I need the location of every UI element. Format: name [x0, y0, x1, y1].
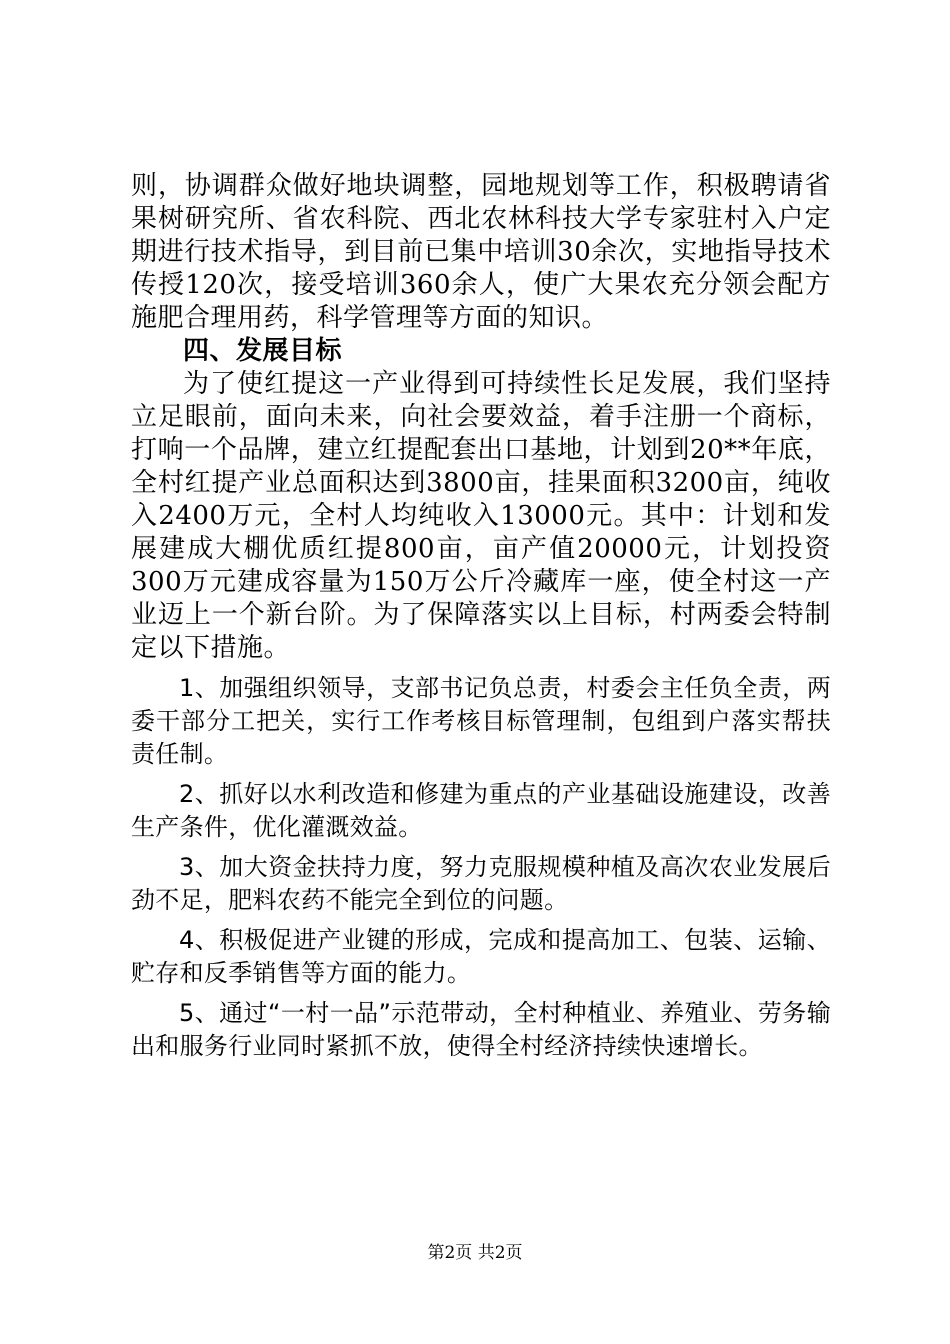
goal-paragraph: 为了使红提这一产业得到可持续性长足发展，我们坚持立足眼前，面向未来，向社会要效益，着手注册一个商标，打响一个品牌，建立红提配套出口基地，计划到20**年底，全村红提产业总面积达到3800亩，挂果面积3200亩，纯收入2400万元，全村人均纯收入13000元。其中：计划和发展建成大棚优质红提800亩，亩产值20000元，计划投资300万元建成容量为150万公斤冷藏库一座，使全村这一产业迈上一个新台阶。为了保障落实以上目标，村两委会特制定以下措施。	[131, 369, 831, 663]
measure-item-4: 4、积极促进产业键的形成，完成和提高加工、包装、运输、贮存和反季销售等方面的能力。	[131, 926, 831, 987]
section-heading: 四、发展目标	[183, 336, 343, 366]
continued-paragraph: 则，协调群众做好地块调整，园地规划等工作，积极聘请省果树研究所、省农科院、西北农林科技大学专家驻村入户定期进行技术指导，到目前已集中培训30余次，实地指导技术传授120次，接受培训360余人，使广大果农充分领会配方施肥合理用药，科学管理等方面的知识。	[131, 171, 831, 333]
measure-item-1: 1、加强组织领导，支部书记负总责，村委会主任负全责，两委干部分工把关，实行工作考核目标管理制，包组到户落实帮扶责任制。	[131, 674, 831, 768]
measure-item-5: 5、通过“一村一品”示范带动，全村种植业、养殖业、劳务输出和服务行业同时紧抓不放，使得全村经济持续快速增长。	[131, 999, 831, 1060]
measure-item-3: 3、加大资金扶持力度，努力克服规模种植及高次农业发展后劲不足，肥料农药不能完全到位的问题。	[131, 853, 831, 914]
document-body	[131, 170, 831, 1070]
measure-item-2: 2、抓好以水利改造和修建为重点的产业基础设施建设，改善生产条件，优化灌溉效益。	[131, 780, 831, 841]
page-number-footer: 第2页 共2页	[427, 1243, 523, 1263]
